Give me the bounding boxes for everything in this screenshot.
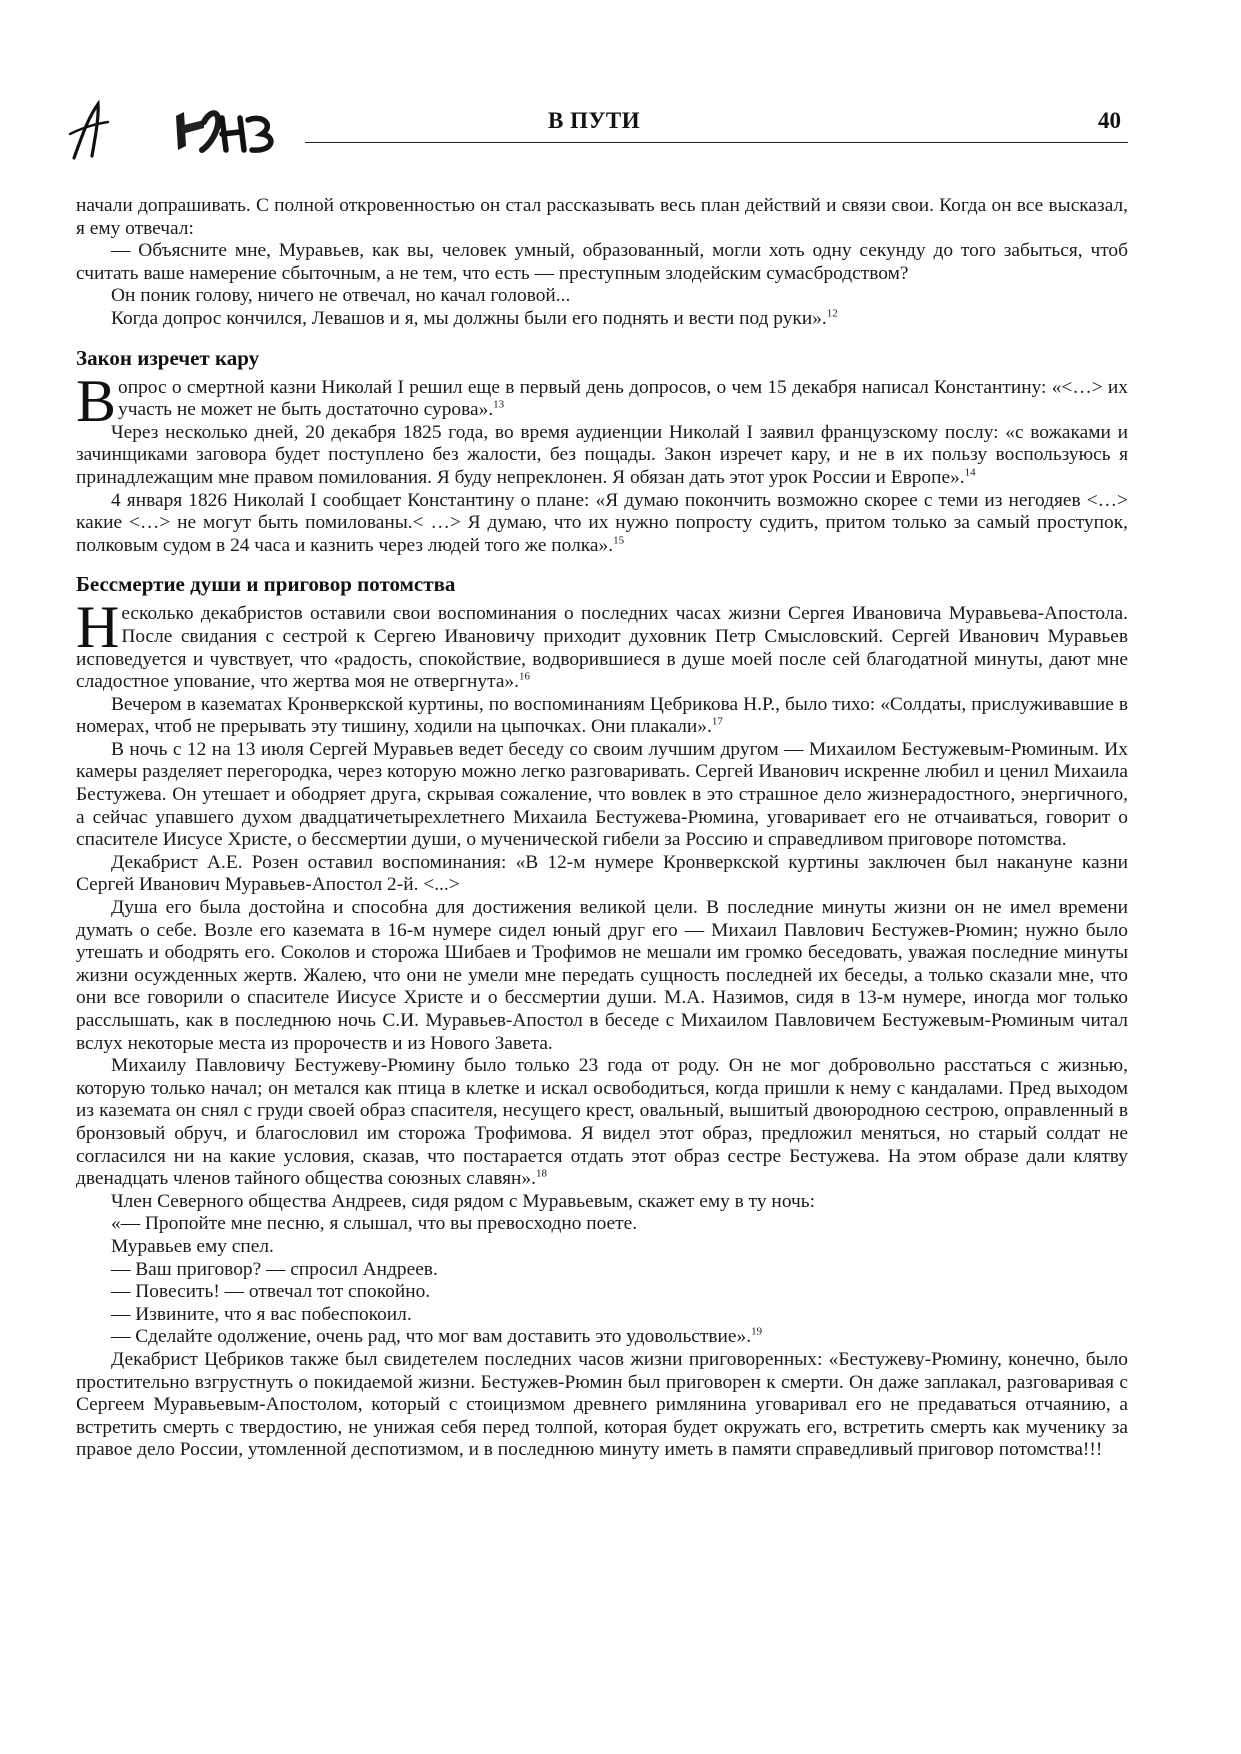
- footnote-ref: 14: [964, 466, 976, 479]
- section-title: В ПУТИ: [548, 108, 641, 133]
- paragraph: Муравьев ему спел.: [111, 1235, 274, 1257]
- footnote-ref: 13: [493, 398, 505, 411]
- logo-text: [94, 128, 224, 144]
- paragraph: В ночь с 12 на 13 июля Сергей Муравьев ведет беседу со своим лучшим другом — Михаилом Бестужевым-Рюминым. Их камеры разделяет перегородка, через которую можно легко разговаривать. Сергей Иванович искренне любил и ценил Михаила Бестужева. Он утешает и ободряет друга, скрывая сожаление, что вовлек в это страшное дело жизнерадостного, энергичного, а сейчас упавшего духом двадцатичетырехлетнего Михаила Бестужева-Рюмина, уговаривает его не отчаиваться, говорит о спасителе Иисусе Христе, о бессмертии души, о мученической гибели за Россию и справедливом приговоре потомства.: [76, 738, 1128, 851]
- page-number: 40: [1098, 108, 1121, 133]
- paragraph: Вечером в казематах Кронверкской куртины, по воспоминаниям Цебрикова Н.Р., было тихо: «Солдаты, прислуживавшие в номерах, чтоб не прерывать эту тишину, ходили на цыпочках. Они плакали».$^{17}$: [76, 693, 1128, 738]
- paragraph: Через несколько дней, 20 декабря 1825 года, во время аудиенции Николай I заявил французскому послу: «с вожаками и зачинщиками заговора будет поступлено без жалости, без пощады. Закон изречет кару, и не в их пользу воспользуюсь я принадлежащим мне правом помилования. Я буду непреклонен. Я обязан дать этот урок России и Европе».$^{14}$: [76, 421, 1128, 488]
- paragraph: Он поник голову, ничего не отвечал, но качал головой...: [111, 285, 571, 307]
- paragraph: 4 января 1826 Николай I сообщает Константину о плане: «Я думаю покончить возможно скорее с теми из негодяев <…> какие <…> не могут быть помилованы.< …> Я думаю, что их нужно попросту судить, притом только за самый проступок, полковым судом в 24 часа и казнить через людей того же полка».$^{15}$: [76, 489, 1128, 556]
- footnote-ref: 17: [711, 715, 723, 728]
- paragraph: — Ваш приговор? — спросил Андреев.: [111, 1258, 438, 1280]
- paragraph: Несколько декабристов оставили свои воспоминания о последних часах жизни Сергея Ивановича Муравьева-Апостола. После свидания с сестрой к Сергею Ивановичу приходит духовник Петр Смысловский. Сергей Иванович Муравьев исповедуется и чувствует, что «радость, спокойствие, водворившиеся в душе моей после сей благодатной минуты, дают мне сладостное упование, что жертва моя не отвергнута».$^{16}$: [76, 594, 1128, 693]
- article-body: [76, 195, 1128, 1462]
- footnote-ref: 16: [518, 670, 530, 683]
- section-heading: Бессмертие души и приговор потомства: [76, 572, 456, 597]
- section-heading: Закон изречет кару: [76, 345, 260, 370]
- footnote-ref: 18: [535, 1167, 547, 1180]
- paragraph: Член Северного общества Андреев, сидя рядом с Муравьевым, скажет ему в ту ночь:: [111, 1190, 815, 1212]
- drop-cap: Н: [76, 594, 120, 661]
- drop-cap: В: [76, 367, 117, 434]
- paragraph: — Повесить! — отвечал тот спокойно.: [111, 1281, 431, 1303]
- magazine-logo: [68, 98, 308, 162]
- paragraph: Михаилу Павловичу Бестужеву-Рюмину было только 23 года от роду. Он не мог добровольно расстаться с жизнью, которую только начал; он метался как птица в клетке и искал освободиться, когда пришли к нему с кандалами. Пред выходом из каземата он снял с груди своей образ спасителя, несущего крест, овальный, вышитый двоюродною сестрою, оправленный в бронзовый обруч, и благословил им сторожа Трофимова. Я видел этот образ, предложил меняться, но старый солдат не согласился ни на какие условия, сказав, что постарается отдать этот образ сестре Бестужева. На этом образе дали клятву двенадцать членов тайного общества союзных славян».$^{18}$: [76, 1055, 1128, 1190]
- footnote-ref: 15: [613, 534, 625, 547]
- paragraph: Декабрист А.Е. Розен оставил воспоминания: «В 12-м нумере Кронверкской куртины заключен был накануне казни Сергей Иванович Муравьев-Апостол 2-й. <...>: [76, 851, 1128, 896]
- footnote-ref: 19: [751, 1325, 763, 1338]
- paragraph: — Извините, что я вас побеспокоил.: [111, 1303, 412, 1325]
- header-rule: [305, 142, 1128, 143]
- paragraph: начали допрашивать. С полной откровенностью он стал рассказывать весь план действий и связи свои. Когда он все высказал, я ему отвечал:: [76, 195, 1128, 239]
- paragraph: Душа его была достойна и способна для достижения великой цели. В последние минуты жизни он не имел времени думать о себе. Возле его каземата в 16-м нумере сидел юный друг его — Михаил Павлович Бестужев-Рюмин; нужно было утешать и ободрять его. Соколов и сторожа Шибаев и Трофимов не мешали им громко беседовать, уважая последние минуты жизни осужденных жертв. Жалею, что они не умели мне передать сущность последней их беседы, а только сказали мне, что они все говорили о спасителе Иисусе Христе и о бессмертии души. М.А. Назимов, сидя в 13-м нумере, иногда мог только расслышать, как в последнюю ночь С.И. Муравьев-Апостол в беседе с Михаилом Павловичем Бестужевым-Рюминым читал вслух некоторые места из пророчеств и из Нового Завета.: [76, 897, 1128, 1054]
- footnote-ref: 12: [826, 307, 838, 320]
- paragraph: Декабрист Цебриков также был свидетелем последних часов жизни приговоренных: «Бестужеву-Рюмину, конечно, было простительно взгрустнуть о покидаемой жизни. Бестужев-Рюмин был приговорен к смерти. Он даже заплакал, разговаривая с Сергеем Муравьевым-Апостолом, который с стоицизмом древнего римлянина уговаривал его не предаваться отчаянию, а встретить смерть с твердостию, не унижая себя перед толпой, которая будет окружать его, встретить смерть как мученику за правое дело России, утомленной деспотизмом, и в последнюю минуту иметь в памяти справедливый приговор потомства!!!: [76, 1348, 1128, 1461]
- paragraph: — Объясните мне, Муравьев, как вы, человек умный, образованный, могли хоть одну секунду до того забыться, чтоб считать ваше намерение сбыточным, а не тем, что есть — преступным злодейским сумасбродством?: [76, 240, 1128, 284]
- paragraph: Вопрос о смертной казни Николай I решил еще в первый день допросов, о чем 15 декабря написал Константину: «<…> их участь не может не быть достаточно сурова».$^{13}$: [76, 367, 1128, 434]
- paragraph: «— Пропойте мне песню, я слышал, что вы превосходно поете.: [111, 1213, 638, 1235]
- paragraph: — Сделайте одолжение, очень рад, что мог вам доставить это удовольствие».$^{19}$: [111, 1325, 763, 1348]
- paragraph: Когда допрос кончился, Левашов и я, мы должны были его поднять и вести под руки».$^{12}$: [111, 307, 838, 329]
